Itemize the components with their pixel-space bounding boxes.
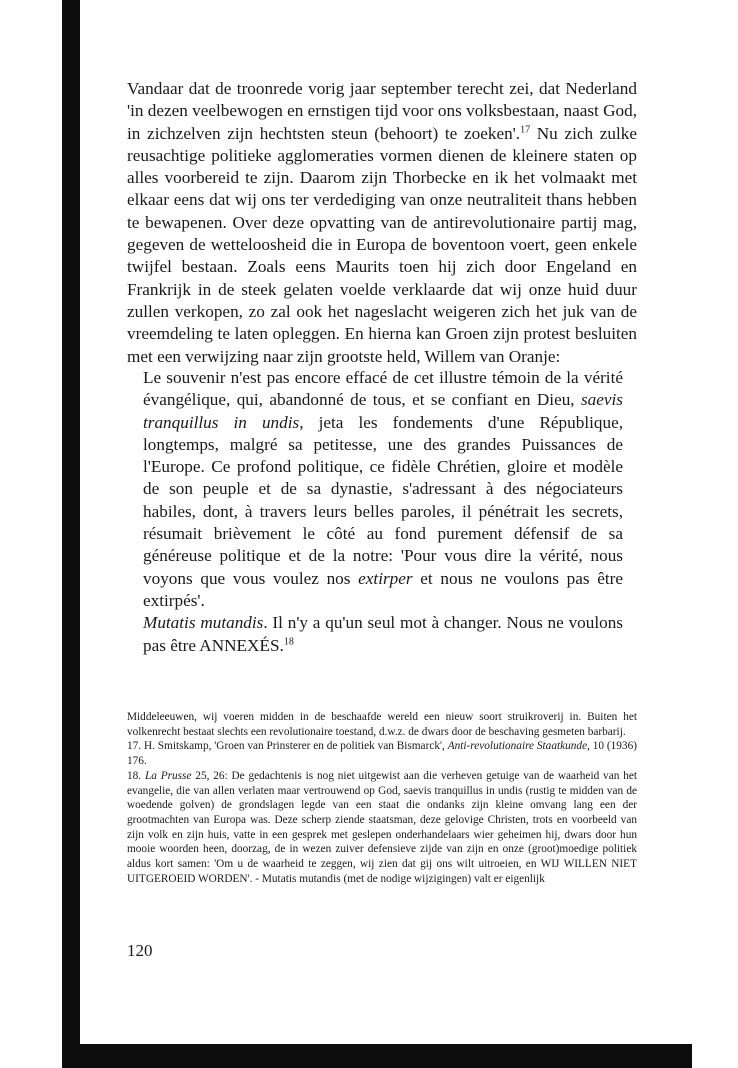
footnotes <box>127 710 637 886</box>
page-number: 120 <box>127 941 153 960</box>
footnote-continuation: Middeleeuwen, wij voeren midden in de beschaafde wereld een nieuw soort struikroverij in. Buiten het volkenrecht bestaat slechts een revolutionaire toestand, d.w.z. de dwars door de beschaving gesmeten barbarij. <box>127 711 637 738</box>
scan-border-bottom <box>62 1044 692 1068</box>
footnote-ref-18: 18 <box>283 635 294 647</box>
footnote-ref-17: 17 <box>520 123 531 135</box>
quote-paragraph-1: Le souvenir n'est pas encore effacé de cet illustre témoin de la vérité évangélique, qui, abandonné de tous, et se confiant en Dieu, saevis tranquillus in undis, jeta les fondements d'une République, longtemps, malgré sa petitesse, une des grandes Puissances de l'Europe. Ce profond politique, ce fidèle Chrétien, gloire et modèle de son peuple et de sa dynastie, s'adressant à des négociateurs habiles, dont, à travers leurs belles paroles, il pénétrait les secrets, résumait brièvement le côté au fond purement défensif de sa généreuse politique et de la notre: 'Pour vous dire la vérité, nous voyons que vous voulez nos extirper et nous ne voulons pas être extirpés'. <box>143 368 624 610</box>
footnote-17: 17. H. Smitskamp, 'Groen van Prinsterer en de politiek van Bismarck', Anti-revolutionaire Staatkunde, 10 (1936) 176. <box>127 740 637 768</box>
scan-border-left <box>62 0 80 1050</box>
quote-paragraph-2: Mutatis mutandis. Il n'y a qu'un seul mot à changer. Nous ne voulons pas être ANNEXÉS.$^{18}$ <box>143 613 623 655</box>
body-text <box>127 78 637 368</box>
block-quote <box>143 367 623 657</box>
footnote-18: 18. La Prusse 25, 26: De gedachtenis is nog niet uitgewist aan die verheven getuige van de waarheid van het evangelie, die van allen verlaten maar vertrouwend op God, saevis tranquillus in undis (rustig te midden van de woedende golven) de grondslagen legde van een staat die ondanks zijn kleine omvang lang een der grootmachten van Europa was. Deze scherp ziende staatsman, deze gelovige Christen, trots en voorbeeld van zijn volk en zijn huis, vatte in een gesprek met geslepen onderhandelaars wier geheimen hij, dwars door hun mooie woorden heen, doorzag, de in wezen zuiver defensieve zijde van zijn en onze (groot)moedige politiek aldus kort samen: 'Om u de waarheid te zeggen, wij zien dat gij ons wilt uitroeien, en WIJ WILLEN NIET UITGEROEID WORDEN'. - Mutatis mutandis (met de nodige wijzigingen) valt er eigenlijk <box>127 769 637 885</box>
main-paragraph: Vandaar dat de troonrede vorig jaar september terecht zei, dat Nederland 'in dezen veelbewogen en ernstigen tijd voor ons volksbestaan, naast God, in zichzelven zijn hechtsten steun (behoort) te zoeken'.$^{17}$ Nu zich zulke reusachtige politieke agglomeraties vormen dienen de kleinere staten op alles voorbereid te zijn. Daarom zijn Thorbecke en ik het volmaakt met elkaar eens dat wij ons ter verdediging van onze neutraliteit thans hebben te bewapenen. Over deze opvatting van de antirevolutionaire partij mag, gegeven de wetteloosheid die in Europa de boventoon voert, geen enkele twijfel bestaan. Zoals eens Maurits toen hij zich door Engeland en Frankrijk in de steek gelaten voelde verklaarde dat wij onze huid duur zullen verkopen, zo zal ook het nageslacht weigeren zich het juk van de vreemdeling te laten opleggen. En hierna kan Groen zijn protest besluiten met een verwijzing naar zijn grootste held, Willem van Oranje: <box>127 79 638 366</box>
